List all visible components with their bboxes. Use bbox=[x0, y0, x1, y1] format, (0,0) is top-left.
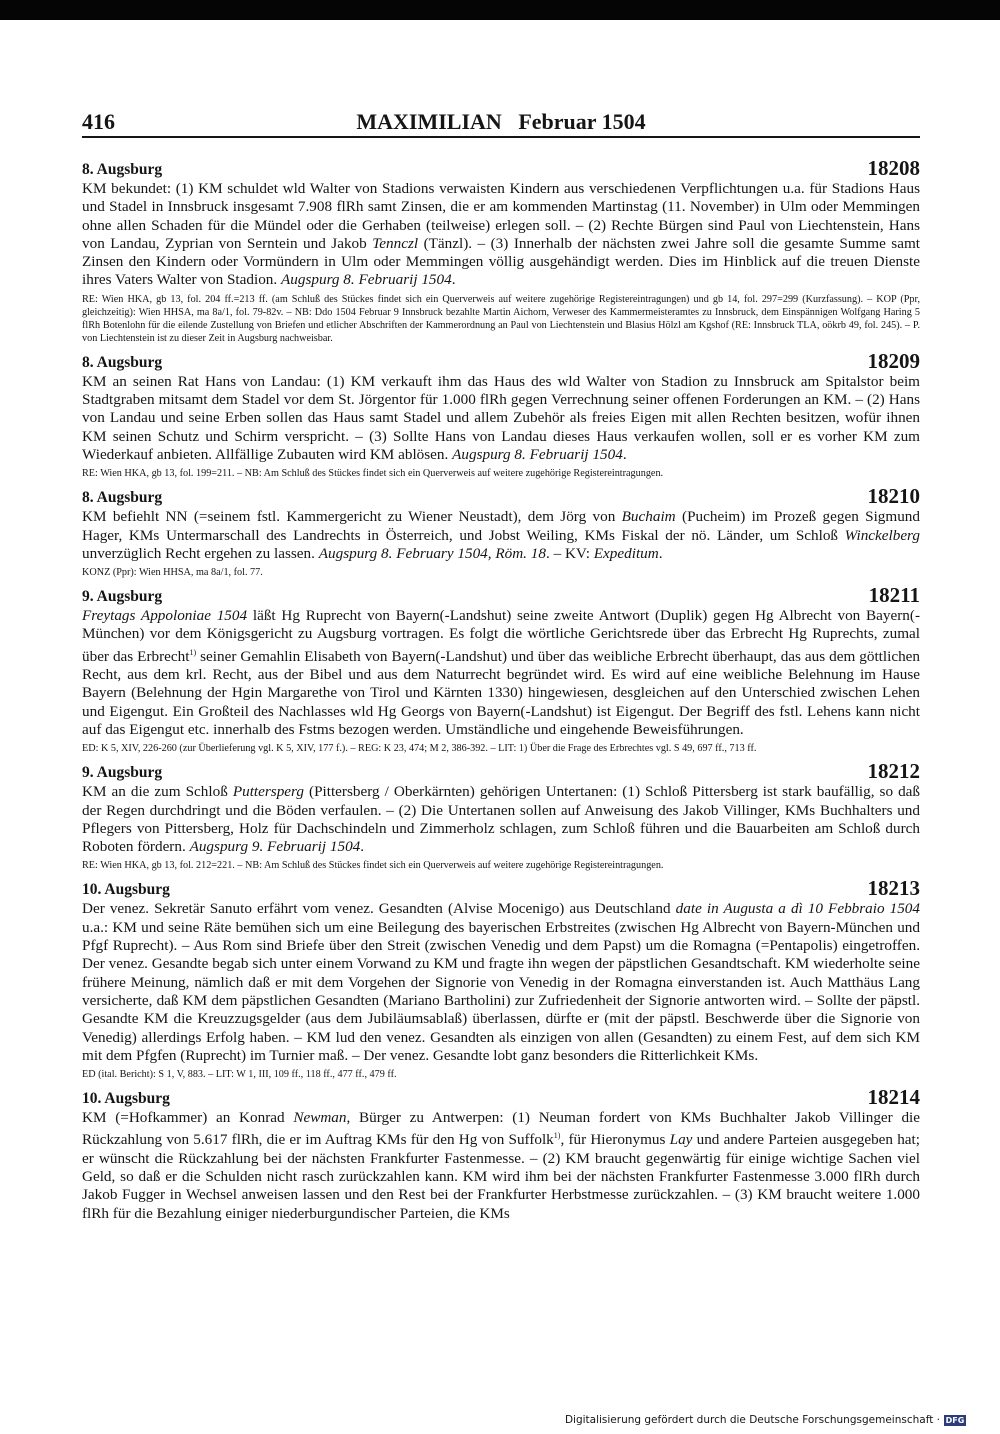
entry-number: 18213 bbox=[867, 876, 920, 901]
entry-source-note: RE: Wien HKA, gb 13, fol. 204 ff.=213 ff. (am Schluß des Stückes findet sich ein Querverweis auf weitere zugehörige Registereintragungen) und gb 14, fol. 297=299 (Kurzfassung). – KOP (Ppr, gleichzeitig): Wien HHSA, ma 8a/1, fol. 79-82v. – NB: Ddo 1504 Februar 9 Innsbruck bezahlte Martin Aichorn, Verweser des Kammermeisteramtes zu Innsbruck, dem Einspännigen Wolfgang Haring 5 flRh Botenlohn für die eilende Zustellung von Briefen und etlicher Abschriften der Kammerordnung an Paul von Liechtenstein und Blasius Hölzl am Kgshof (RE: Innsbruck TLA, oökrb 49, fol. 245). – P. von Liechtenstein ist zu dieser Zeit in Augsburg nachweisbar. bbox=[82, 293, 920, 344]
running-title: MAXIMILIAN Februar 1504 bbox=[356, 109, 646, 134]
entry-source-note: RE: Wien HKA, gb 13, fol. 212=221. – NB: Am Schluß des Stückes findet sich ein Querverweis auf weitere zugehörige Registereintragungen. bbox=[82, 860, 664, 872]
regest-entry bbox=[82, 585, 920, 755]
regest-entry bbox=[82, 761, 920, 872]
entry-date-place: 8. Augsburg bbox=[82, 489, 163, 507]
entry-number: 18209 bbox=[867, 348, 920, 373]
entry-source-note: ED: K 5, XIV, 226-260 (zur Überlieferung vgl. K 5, XIV, 177 f.). – REG: K 23, 474; M 2, 386-392. – LIT: 1) Über die Frage des Erbrechtes vgl. S 49, 697 ff., 713 ff. bbox=[82, 743, 757, 755]
entry-text: Der venez. Sekretär Sanuto erfährt vom venez. Gesandten (Alvise Mocenigo) aus Deutschland date in Augusta a dì 10 Febbraio 1504 u.a.: KM und seine Räte bemühen sich um eine Beilegung des bayerischen Erbstreites (zwischen Hg Albrecht von Bayern-München und Pfgf Ruprecht). – Aus Rom sind Briefe über den Streit (zwischen Venedig und dem Papst) um die Romagna (=Pentapolis) eingetroffen. Der venez. Gesandte begab sich unter einem Vorwand zu KM und fragte ihn wegen der päpstlichen Gesandtschaft. KM wiederholte seine frühere Meinung, nämlich daß er mit dem Vorgehen der Signorie von Venedig in der Romagna einverstanden ist. Auch Matthäus Lang versicherte, daß KM dem päpstlichen Gesandten (Mariano Bartholini) zur Zufriedenheit der Signorie antworten wird. – Sollte der päpstl. Gesandte KM die Kreuzzugsgelder (aus dem Jubiläumsablaß) überlassen, dürfte er (mit der päpstl. Beschwerde über die Signorie von Venedig) allerdings Erfolg haben. – KM lud den venez. Gesandten als einzigen von allen (Gesandten) zu einem Fest, auf dem sich KM mit dem Pfgfen (Ruprecht) im Turnier maß. – Der venez. Gesandte lobt ganz besonders die Ritterlichkeit KMs. bbox=[82, 900, 920, 1064]
entry-date-place: 10. Augsburg bbox=[82, 1090, 170, 1108]
regest-entry bbox=[82, 348, 920, 480]
entry-text: Freytags Appoloniae 1504 läßt Hg Ruprecht von Bayern(-Landshut) seine zweite Antwort (Duplik) gegen Hg Albrecht von Bayern(-München) vor dem Königsgericht zu Augsburg vortragen. Es folgt die wörtliche Gerichtsrede über das Erbrecht Hg Ruprechts, zumal über das Erbrecht$^{1)}$ seiner Gemahlin Elisabeth von Bayern(-Landshut) und über das weibliche Erbrecht überhaupt, das aus dem göttlichen Recht, aus dem krl. Recht, aus der Bibel und aus dem Naturrecht begründet wird. Es wird auf eine weibliche Belehnung im Hause Bayern (Belehnung der Hgin Margarethe von Tirol und Kärnten 1330) hingewiesen, desgleichen auf den Unterschied zwischen Lehen und Eigengut. Ein Großteil des Nachlasses wld Hg Georgs von Bayern(-Landshut) ist Eigengut. Der Begriff des fstl. Lehens kann nicht auf das Eigengut etc. innerhalb des Fstms bezogen werden. Umständliche und eingehende Beweisführungen. bbox=[82, 607, 921, 738]
entry-heading bbox=[82, 348, 920, 373]
entry-heading bbox=[82, 878, 920, 900]
entry-source-note: KONZ (Ppr): Wien HHSA, ma 8a/1, fol. 77. bbox=[82, 567, 263, 579]
page-number: 416 bbox=[82, 109, 115, 134]
entry-text: KM bekundet: (1) KM schuldet wld Walter von Stadions verwaisten Kindern aus verschiedenen Verpflichtungen u.a. für Stadions Haus und Stadel in Innsbruck insgesamt 7.908 flRh samt Zinsen, die er am kommenden Martinstag (11. November) in Ulm oder Memmingen ohne allen Schaden für die Mündel oder die Gerhaben (teilweise) erlegen soll. – (2) Rechte Bürgen sind Paul von Liechtenstein, Hans von Landau, Zyprian von Serntein und Jakob Tennczl (Tänzl). – (3) Innerhalb der nächsten zwei Jahre soll die gesamte Summe samt Zinsen den Kindern oder Vormündern in Ulm oder Memmingen völlig ausgehändigt werden. Dies im Hinblick auf die treuen Dienste ihres Vaters Walter von Stadion. Augspurg 8. Februarij 1504. bbox=[82, 180, 920, 289]
dfg-logo-icon: DFG bbox=[945, 1415, 965, 1425]
header-rule bbox=[82, 136, 920, 138]
entry-date-place: 9. Augsburg bbox=[82, 588, 163, 606]
entry-text: KM an seinen Rat Hans von Landau: (1) KM verkauft ihm das Haus des wld Walter von Stadion zu Innsbruck am Spitalstor beim Stadtgraben mitsamt dem Stadel vor dem St. Jörgentor für 1.000 flRh gegen Verrechnung seiner offenen Forderungen an KM. – (2) Hans von Landau und seine Erben sollen das Haus samt Stadel und allem Zubehör als freies Eigen mit allen Rechten besitzen, wofür ihnen KM seinen Schutz und Schirm verspricht. – (3) Sollte Hans von Landau dieses Haus verkaufen wollen, soll er es vorher KM zum Wiederkauf anbieten. Allfällige Zubauten wird KM ablösen. Augspurg 8. Februarij 1504. bbox=[82, 372, 920, 463]
entry-number: 18211 bbox=[868, 583, 920, 608]
entry-date-place: 8. Augsburg bbox=[82, 161, 163, 178]
regest-entry bbox=[82, 486, 920, 579]
regest-entries bbox=[82, 158, 920, 1229]
entry-date-place: 8. Augsburg bbox=[82, 353, 163, 371]
entry-number: 18214 bbox=[867, 1085, 920, 1110]
top-border-bar bbox=[0, 0, 1000, 20]
footer-credit bbox=[565, 1413, 966, 1427]
regest-entry bbox=[82, 158, 920, 345]
entry-number: 18208 bbox=[867, 156, 920, 180]
entry-heading bbox=[82, 585, 920, 607]
entry-text: KM an die zum Schloß Puttersperg (Pittersberg / Oberkärnten) gehörigen Untertanen: (1) Schloß Pittersberg ist stark baufällig, so daß der Regen durchdringt und die Böden verfaulen. – (2) Die Untertanen sollen auf Anweisung des Jakob Villinger, KMs Buchhalters und Pflegers von Pittersberg, Holz für Dachschindeln und Zimmerholz schlagen, zum Schloß führen und die Bauarbeiten am Schloß durch Roboten fördern. Augspurg 9. Februarij 1504. bbox=[82, 783, 920, 856]
regest-entry bbox=[82, 1087, 920, 1223]
entry-number: 18210 bbox=[867, 484, 920, 509]
entry-date-place: 10. Augsburg bbox=[82, 881, 170, 899]
entry-text: KM befiehlt NN (=seinem fstl. Kammergericht zu Wiener Neustadt), dem Jörg von Buchaim (Pucheim) im Prozeß gegen Sigmund Hager, KMs Untermarschall des Landrechts in Österreich, und Jobst Weiling, KMs Fiskal der nö. Länder, um Schloß Winckelberg unverzüglich Recht ergehen zu lassen. Augspurg 8. February 1504, Röm. 18. – KV: Expeditum. bbox=[82, 508, 920, 562]
regest-entry bbox=[82, 878, 920, 1081]
footer-text: Digitalisierung gefördert durch die Deutsche Forschungsgemeinschaft · bbox=[564, 1414, 940, 1426]
entry-source-note: ED (ital. Bericht): S 1, V, 883. – LIT: W 1, III, 109 ff., 118 ff., 477 ff., 479 ff. bbox=[82, 1069, 397, 1081]
entry-source-note: RE: Wien HKA, gb 13, fol. 199=211. – NB: Am Schluß des Stückes findet sich ein Querverweis auf weitere zugehörige Registereintragungen. bbox=[82, 468, 664, 480]
entry-heading bbox=[82, 486, 920, 508]
entry-date-place: 9. Augsburg bbox=[82, 764, 163, 782]
entry-heading bbox=[82, 761, 920, 783]
entry-heading bbox=[82, 158, 920, 180]
entry-text: KM (=Hofkammer) an Konrad Newman, Bürger zu Antwerpen: (1) Neuman fordert von KMs Buchhalter Jakob Villinger die Rückzahlung von 5.617 flRh, die er im Auftrag KMs für den Hg von Suffolk$^{1)}$, für Hieronymus Lay und andere Parteien ausgegeben hat; er wünscht die Rückzahlung bei der nächsten Frankfurter Fastenmesse. – (2) KM braucht gegenwärtig für einige wichtige Sachen viel Geld, so daß er die Schulden nicht rasch zurückzahlen kann. KM wird ihm bei der nächsten Frankfurter Fastenmesse 3.000 flRh durch Jakob Fugger in Wechsel anweisen lassen und den Rest bei der Frankfurter Herbstmesse zurückzahlen. – (3) KM braucht weitere 1.000 flRh für die Bezahlung einiger niederburgundischer Parteien, die KMs bbox=[82, 1109, 920, 1222]
entry-number: 18212 bbox=[867, 759, 920, 784]
entry-heading bbox=[82, 1087, 920, 1109]
